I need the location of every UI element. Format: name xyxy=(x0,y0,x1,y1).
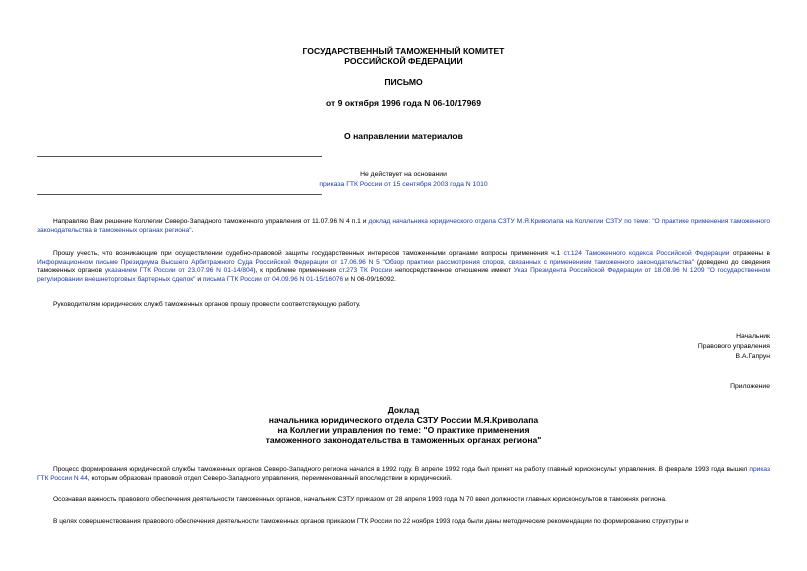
document-subject: О направлении материалов xyxy=(344,131,463,141)
org-name-line2: РОССИЙСКОЙ ФЕДЕРАЦИИ xyxy=(344,56,463,66)
signature-block xyxy=(698,332,770,362)
presidential-decree-link[interactable]: Указ Президента Российской Федерации от 18.08.96 N 1209 "О государственном регулировании внешнеторговых бартерных сделок" xyxy=(37,267,770,283)
document-date-number: от 9 октября 1996 года N 06-10/17969 xyxy=(325,98,481,108)
arbitration-letter-link[interactable]: Информационном письме Президиума Высшего Арбитражного Суда Российской Федерации от 17.06.96 N 5 "Обзор практики рассмотрения споров, связанных с применением таможенного законодательства" xyxy=(37,258,695,266)
gtk-order-44-link[interactable]: приказ ГТК России N 44 xyxy=(37,466,770,482)
paragraph-2: Прошу учесть, что возникающие при осуществлении судебно-правовой защиты государственных интересов таможенными органами вопросы применения ч.1 ст.124 Таможенного кодекса Российской Федерации отражены в Информационном письме Президиума Высшего Арбитражного Суда Российской Федерации от 17.06.96 N 5 "Обзор практики рассмотрения споров, связанных с применением таможенного законодательства" (доведено до сведения таможенных органов указанием ГТК России от 23.07.96 N 01-14/804), к проблеме применения ст.273 ТК России непосредственное отношение имеют Указ Президента Российской Федерации от 18.08.96 N 1209 "О государственном регулировании внешнеторговых бартерных сделок" и письма ГТК России от 04.09.96 N 01-15/16076 и N 06-09/16092. xyxy=(37,250,771,283)
appendix-label: Приложение xyxy=(730,383,770,390)
report-link[interactable]: доклад начальника юридического отдела СЗТУ М.Я.Криволапа на Коллегии СЗТУ по теме: "О практике применения таможенного законодательства в таможенных органах региона" xyxy=(37,218,770,234)
status-note: Не действует на основании xyxy=(360,171,447,178)
report-heading-line2: начальника юридического отдела СЗТУ России М.Я.Криволапа xyxy=(268,415,539,425)
divider-top xyxy=(37,156,322,157)
report-title: Доклад xyxy=(387,405,420,415)
paragraph-5: Осознавая важность правового обеспечения деятельности таможенных органов, начальник СЗТУ приказом от 28 апреля 1993 года N 70 ввел должности главных юрисконсультов в таможнях региона. xyxy=(53,496,667,503)
report-heading-line4: таможенного законодательства в таможенных органах региона" xyxy=(265,435,542,445)
customs-code-art124-link[interactable]: ст.124 Таможенного кодекса Российской Федерации xyxy=(563,250,730,257)
signature-title: Начальник xyxy=(736,333,770,340)
signature-name: В.А.Гапрун xyxy=(735,353,770,360)
document-type: ПИСЬМО xyxy=(384,77,423,87)
paragraph-3: Руководителям юридических служб таможенных органов прошу провести соответствующую работу. xyxy=(53,301,361,308)
gtk-letters-link[interactable]: письма ГТК России от 04.09.96 N 01-15/16076 xyxy=(202,275,344,283)
gtk-instruction-link[interactable]: указанием ГТК России от 23.07.96 N 01-14/804 xyxy=(104,267,254,275)
report-heading-line3: на Коллегии управления по теме: "О практике применения xyxy=(277,425,530,435)
divider-bottom xyxy=(37,194,322,195)
tk-art273-link[interactable]: ст.273 ТК России xyxy=(338,267,393,275)
paragraph-4: Процесс формирования юридической службы таможенных органов Северо-Западного региона начался в 1992 году. В апреле 1992 года был принят на работу главный юрисконсульт управления. В феврале 1993 года вышел приказ ГТК России N 44, которым образован правовой отдел Северо-Западного управления, переименованный впоследствии в юридический. xyxy=(37,466,770,482)
paragraph-1: Направляю Вам решение Коллегии Северо-Западного таможенного управления от 11.07.96 N 4 п.1 и доклад начальника юридического отдела СЗТУ М.Я.Криволапа на Коллегии СЗТУ по теме: "О практике применения таможенного законодательства в таможенных органах региона". xyxy=(37,218,770,234)
org-name-line1: ГОСУДАРСТВЕННЫЙ ТАМОЖЕННЫЙ КОМИТЕТ xyxy=(302,46,505,56)
status-link-wrap xyxy=(0,180,807,189)
status-order-link[interactable]: приказа ГТК России от 15 сентября 2003 года N 1010 xyxy=(319,181,488,188)
signature-department: Правового управления xyxy=(697,343,770,350)
paragraph-6: В целях совершенствования правового обеспечения деятельности таможенных органов приказом ГТК России по 22 ноября 1993 года были даны методические рекомендации по формированию структуры и xyxy=(53,518,689,525)
